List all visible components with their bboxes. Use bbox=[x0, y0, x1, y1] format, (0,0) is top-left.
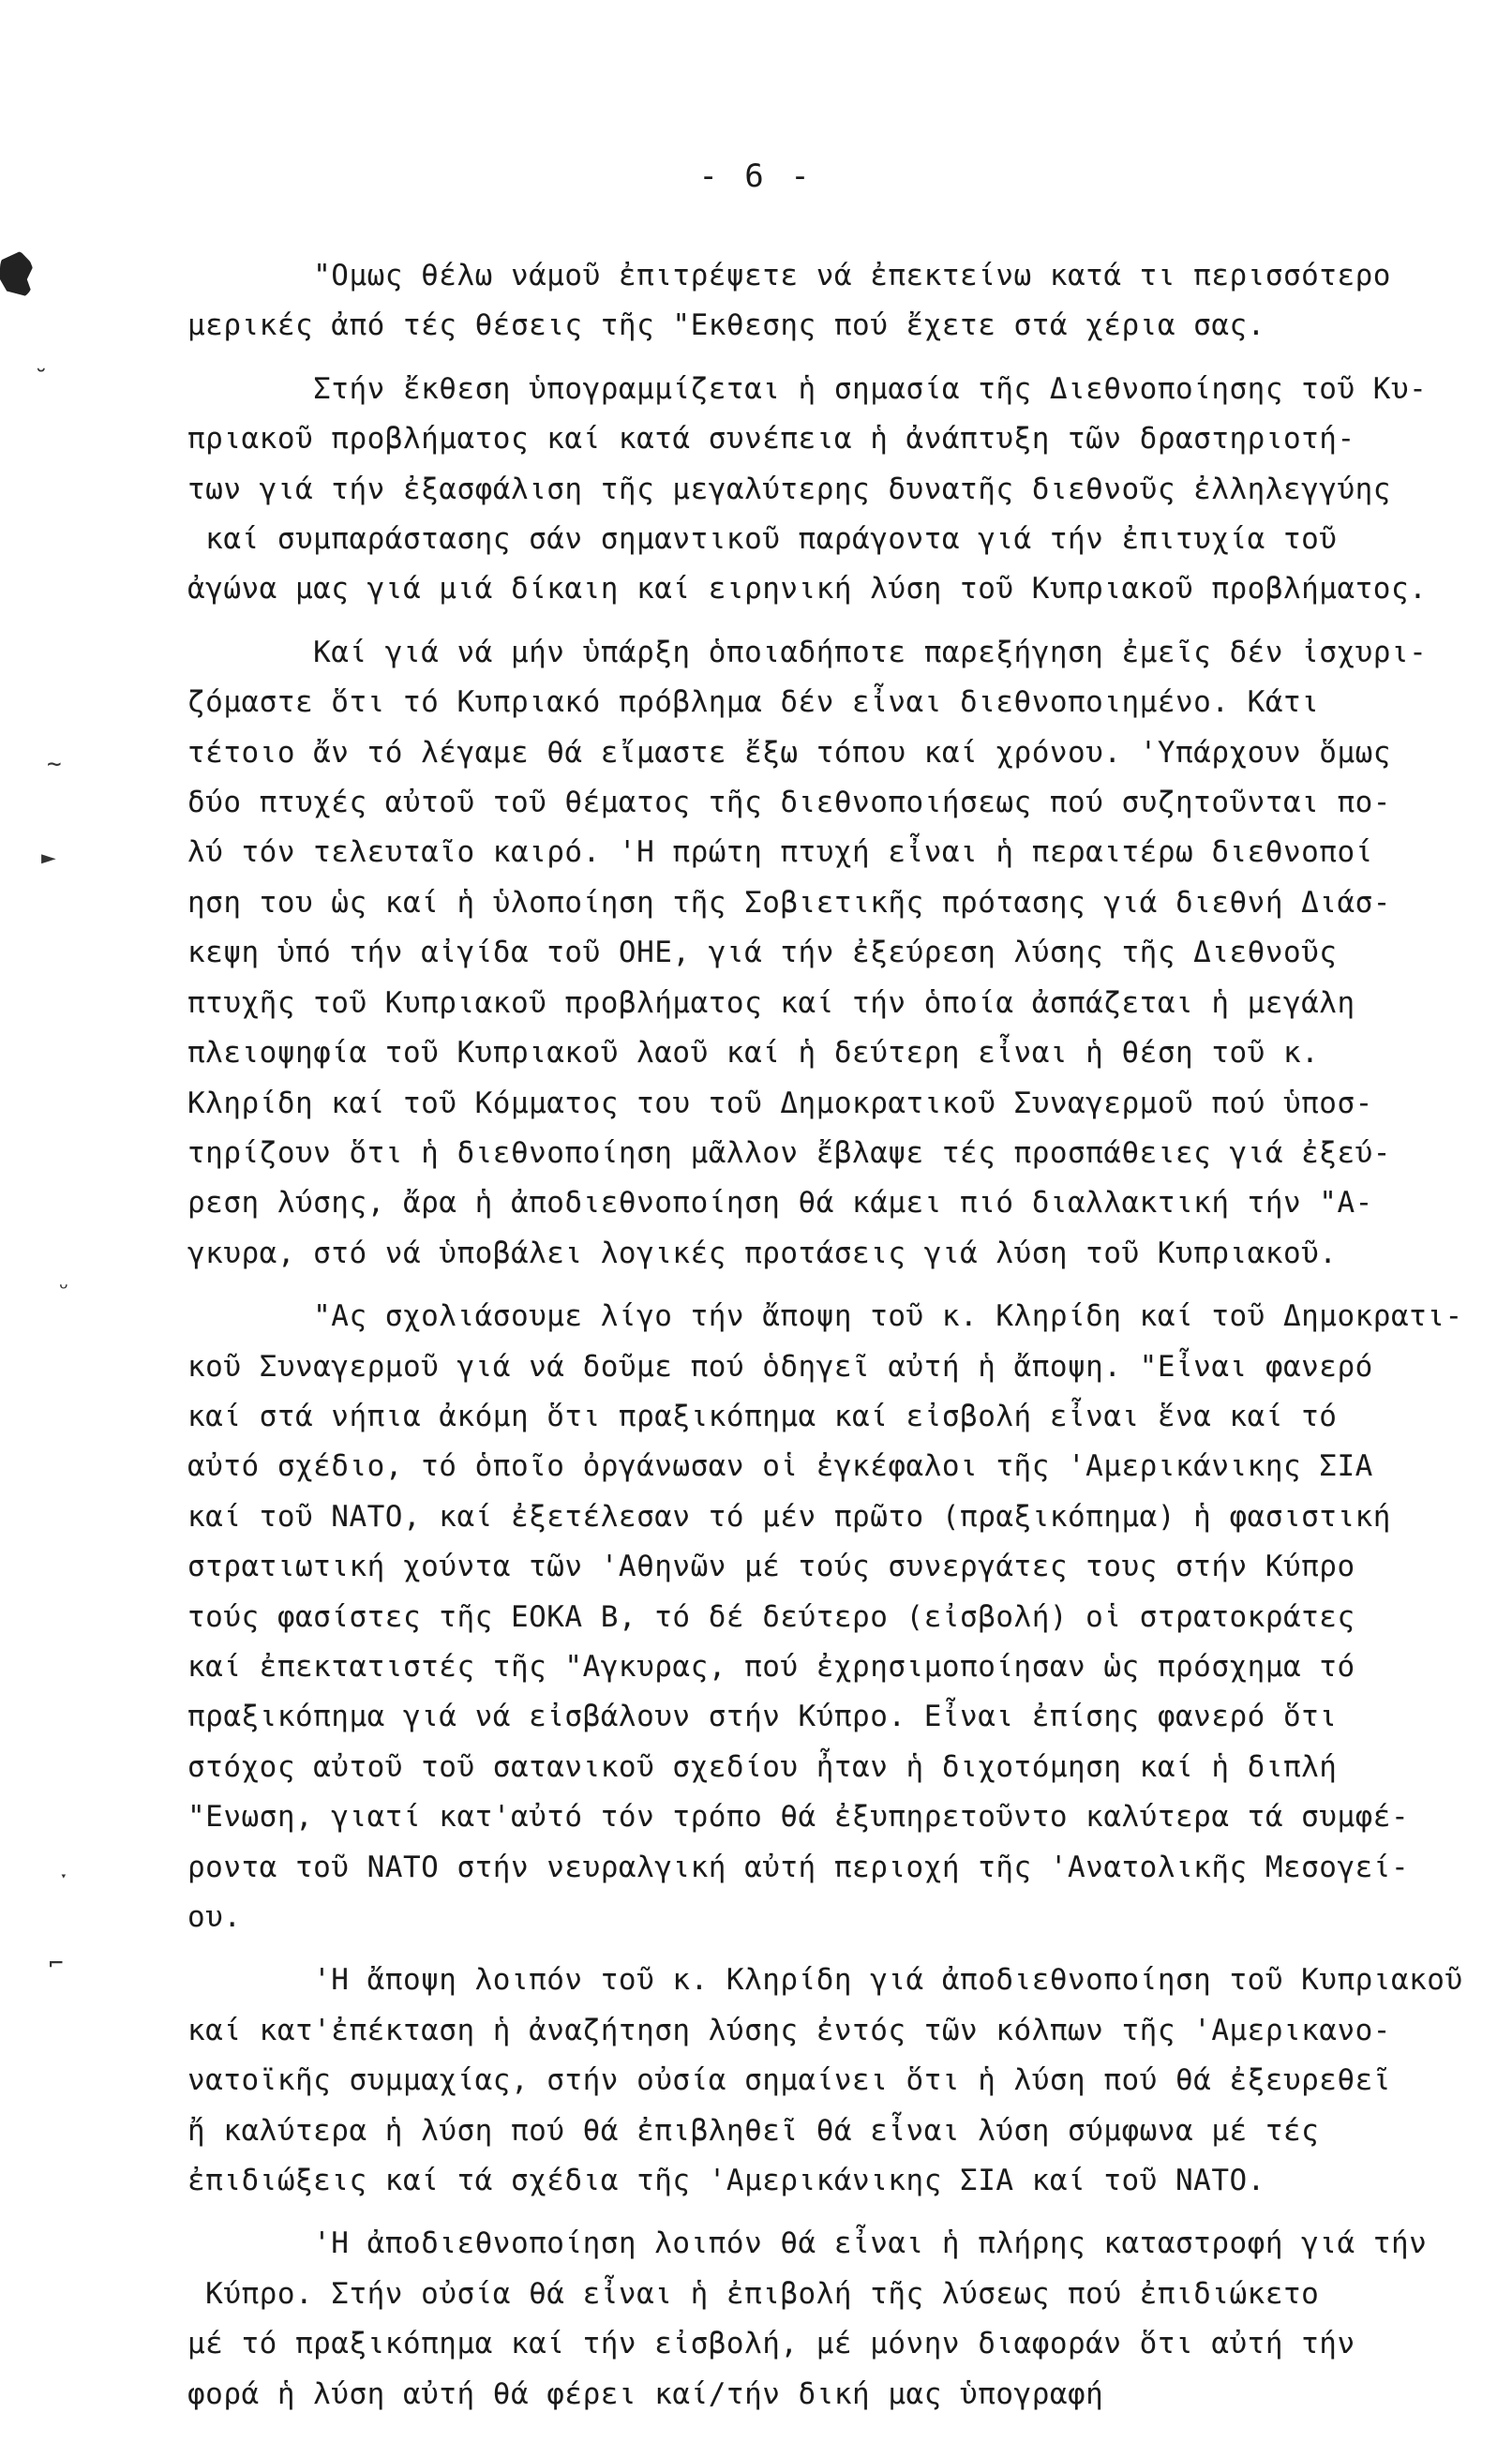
text-line: πριακοῦ προβλήματος καί κατά συνέπεια ἡ ἀνάπτυξη τῶν δραστηριοτή- bbox=[187, 422, 1355, 457]
margin-mark: ˘ bbox=[34, 366, 49, 394]
text-line: ου. bbox=[187, 1900, 242, 1934]
text-line: ἤ καλύτερα ἡ λύση πού θά ἐπιβληθεῖ θά εἶναι λύση σύμφωνα μέ τές bbox=[187, 2113, 1320, 2148]
text-line: τηρίζουν ὅτι ἡ διεθνοποίηση μᾶλλον ἔβλαψε τές προσπάθειες γιά ἐξεύ- bbox=[187, 1135, 1391, 1170]
text-line: τούς φασίστες τῆς ΕΟΚΑ Β, τό δέ δεύτερο (εἰσβολή) οἱ στρατοκράτες bbox=[187, 1599, 1355, 1634]
text-line: στρατιωτική χούντα τῶν 'Αθηνῶν μέ τούς συνεργάτες τους στήν Κύπρο bbox=[187, 1550, 1355, 1584]
margin-mark: ► bbox=[41, 844, 56, 872]
paragraph bbox=[187, 251, 1490, 352]
text-line: καί τοῦ ΝΑΤΟ, καί ἐξετέλεσαν τό μέν πρῶτο (πραξικόπημα) ἡ φασιστική bbox=[187, 1499, 1391, 1534]
text-line: στόχος αὐτοῦ τοῦ σατανικοῦ σχεδίου ἦταν ἡ διχοτόμηση καί ἡ διπλή bbox=[187, 1749, 1338, 1784]
paragraph bbox=[187, 1292, 1490, 1942]
text-line: αὐτό σχέδιο, τό ὁποῖο ὀργάνωσαν οἱ ἐγκέφαλοι τῆς 'Αμερικάνικης ΣΙΑ bbox=[187, 1449, 1373, 1484]
paragraph bbox=[187, 2219, 1490, 2420]
text-line: "Ας σχολιάσουμε λίγο τήν ἄποψη τοῦ κ. Κληρίδη καί τοῦ Δημοκρατι- bbox=[187, 1299, 1463, 1334]
text-line: Κύπρο. Στήν οὐσία θά εἶναι ἡ ἐπιβολή τῆς λύσεως πού ἐπιδιώκετο bbox=[187, 2276, 1320, 2311]
text-line: καί ἐπεκτατιστές τῆς "Αγκυρας, πού ἐχρησιμοποίησαν ὡς πρόσχημα τό bbox=[187, 1649, 1355, 1684]
margin-mark: ~ bbox=[47, 750, 62, 778]
text-line: καί συμπαράστασης σάν σημαντικοῦ παράγοντα γιά τήν ἐπιτυχία τοῦ bbox=[187, 522, 1338, 557]
text-line: ρεση λύσης, ἄρα ἡ ἀποδιεθνοποίηση θά κάμει πιό διαλλακτική τήν "Α- bbox=[187, 1186, 1373, 1221]
text-line: νατοϊκῆς συμμαχίας, στήν οὐσία σημαίνει ὅτι ἡ λύση πού θά ἐξευρεθεῖ bbox=[187, 2063, 1391, 2098]
margin-mark: ᵕ bbox=[56, 1275, 71, 1303]
text-line: πραξικόπημα γιά νά εἰσβάλουν στήν Κύπρο. Εἶναι ἐπίσης φανερό ὅτι bbox=[187, 1700, 1338, 1734]
text-line: κεψη ὑπό τήν αἰγίδα τοῦ ΟΗΕ, γιά τήν ἐξεύρεση λύσης τῆς Διεθνοῦς bbox=[187, 936, 1338, 970]
text-line: λύ τόν τελευταῖο καιρό. 'Η πρώτη πτυχή εἶναι ἡ περαιτέρω διεθνοποί bbox=[187, 835, 1373, 870]
page-number: - 6 - bbox=[698, 157, 814, 195]
text-line: ζόμαστε ὅτι τό Κυπριακό πρόβλημα δέν εἶναι διεθνοποιημένο. Κάτι bbox=[187, 685, 1320, 720]
text-line: "Ομως θέλω νάμοῦ ἐπιτρέψετε νά ἐπεκτείνω κατά τι περισσότερο bbox=[187, 259, 1391, 292]
text-line: των γιά τήν ἐξασφάλιση τῆς μεγαλύτερης δυνατῆς διεθνοῦς ἐλληλεγγύης bbox=[187, 472, 1391, 506]
text-line: καί κατ'ἐπέκταση ἡ ἀναζήτηση λύσης ἐντός τῶν κόλπων τῆς 'Αμερικανο- bbox=[187, 2013, 1391, 2047]
text-line: "Ενωση, γιατί κατ'αὐτό τόν τρόπο θά ἐξυπηρετοῦντο καλύτερα τά συμφέ- bbox=[187, 1800, 1410, 1835]
text-line: καί στά νήπια ἀκόμη ὅτι πραξικόπημα καί εἰσβολή εἶναι ἕνα καί τό bbox=[187, 1399, 1338, 1433]
text-line: Στήν ἔκθεση ὑπογραμμίζεται ἡ σημασία τῆς Διεθνοποίησης τοῦ Κυ- bbox=[187, 371, 1428, 406]
text-line: Καί γιά νά μήν ὑπάρξη ὁποιαδήποτε παρεξήγηση ἐμεῖς δέν ἰσχυρι- bbox=[187, 635, 1428, 669]
margin-mark: ˑ bbox=[56, 1866, 71, 1894]
text-line: 'Η ἄποψη λοιπόν τοῦ κ. Κληρίδη γιά ἀποδιεθνοποίηση τοῦ Κυπριακοῦ bbox=[187, 1963, 1463, 1998]
text-line: Κληρίδη καί τοῦ Κόμματος του τοῦ Δημοκρατικοῦ Συναγερμοῦ πού ὑποσ- bbox=[187, 1086, 1373, 1120]
text-line: 'Η ἀποδιεθνοποίηση λοιπόν θά εἶναι ἡ πλήρης καταστροφή γιά τήν bbox=[187, 2226, 1428, 2261]
paragraph bbox=[187, 628, 1490, 1279]
text-line: ἀγώνα μας γιά μιά δίκαιη καί ειρηνική λύση τοῦ Κυπριακοῦ προβλήματος. bbox=[187, 572, 1428, 607]
body-text bbox=[187, 251, 1490, 2420]
paragraph bbox=[187, 365, 1490, 615]
text-line: μέ τό πραξικόπημα καί τήν εἰσβολή, μέ μόνην διαφοράν ὅτι αὐτή τήν bbox=[187, 2327, 1355, 2361]
text-line: ηση του ὡς καί ἡ ὑλοποίηση τῆς Σοβιετικῆς πρότασης γιά διεθνή Διάσ- bbox=[187, 885, 1391, 920]
text-line: φορά ἡ λύση αὐτή θά φέρει καί/τήν δική μας ὑπογραφή bbox=[187, 2376, 1104, 2411]
margin-mark: ⌐ bbox=[49, 1950, 64, 1978]
paragraph bbox=[187, 1956, 1490, 2206]
text-line: γκυρα, στό νά ὑποβάλει λογικές προτάσεις γιά λύση τοῦ Κυπριακοῦ. bbox=[187, 1236, 1338, 1270]
text-line: ἐπιδιώξεις καί τά σχέδια τῆς 'Αμερικάνικης ΣΙΑ καί τοῦ ΝΑΤΟ. bbox=[187, 2164, 1265, 2198]
text-line: δύο πτυχές αὐτοῦ τοῦ θέματος τῆς διεθνοποιήσεως πού συζητοῦνται πο- bbox=[187, 786, 1391, 820]
text-line: μερικές ἀπό τές θέσεις τῆς "Εκθεσης πού ἔχετε στά χέρια σας. bbox=[187, 308, 1265, 343]
text-line: πλειοψηφία τοῦ Κυπριακοῦ λαοῦ καί ἡ δεύτερη εἶναι ἡ θέση τοῦ κ. bbox=[187, 1036, 1320, 1071]
text-line: τέτοιο ἄν τό λέγαμε θά εἴμαστε ἔξω τόπου καί χρόνου. 'Υπάρχουν ὅμως bbox=[187, 735, 1391, 770]
text-line: ροντα τοῦ ΝΑΤΟ στήν νευραλγική αὐτή περιοχή τῆς 'Ανατολικῆς Μεσογεί- bbox=[187, 1850, 1410, 1884]
text-line: κοῦ Συναγερμοῦ γιά νά δοῦμε πού ὁδηγεῖ αὐτή ἡ ἄποψη. "Εἶναι φανερό bbox=[187, 1349, 1373, 1384]
ink-blot bbox=[0, 251, 34, 298]
text-line: πτυχῆς τοῦ Κυπριακοῦ προβλήματος καί τήν ὁποία ἀσπάζεται ἡ μεγάλη bbox=[187, 985, 1355, 1020]
